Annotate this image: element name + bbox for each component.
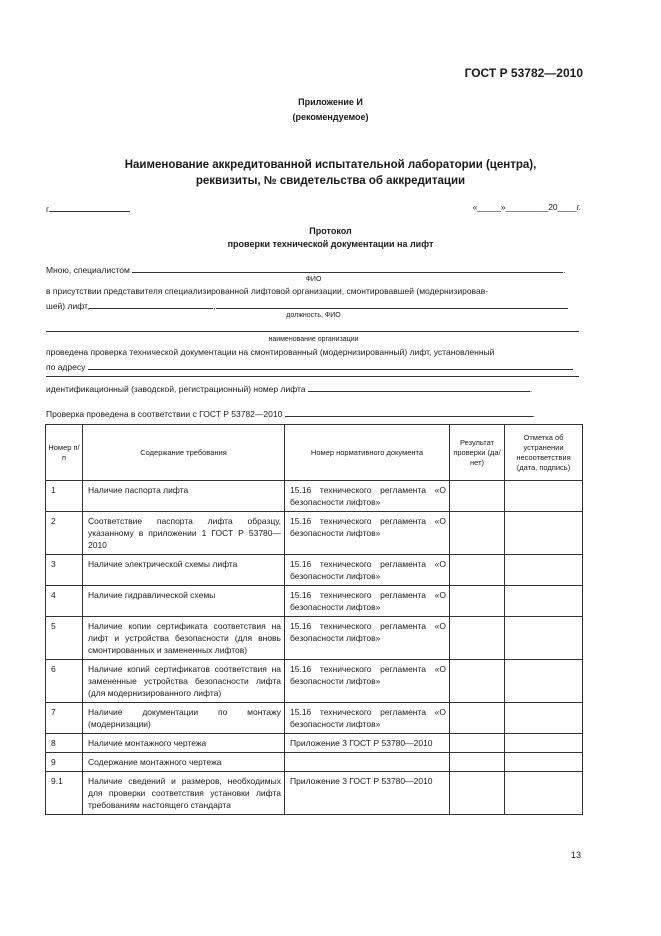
table-row [46, 512, 583, 555]
table-row [46, 734, 583, 753]
row-result-cell [450, 660, 505, 703]
date-field: «_____»_________20____г. [472, 202, 581, 212]
lab-heading-line2: реквизиты, № свидетельства об аккредитации [195, 175, 466, 187]
row-remedy-cell [505, 734, 583, 753]
lift-label: шей) лифт, [46, 301, 90, 311]
row-document: 15.16 технического регламента «О безопасности лифтов» [285, 660, 450, 703]
standard-code: ГОСТ Р 53782—2010 [464, 66, 583, 80]
row-document: 15.16 технического регламента «О безопасности лифтов» [285, 617, 450, 660]
row-requirement: Наличие электрической схемы лифта [83, 555, 285, 586]
row-result-cell [450, 555, 505, 586]
id-number-fill-line [308, 382, 530, 392]
row-num: 5 [46, 617, 83, 660]
protocol-title: Протокол [309, 226, 352, 236]
row-document: 15.16 технического регламента «О безопасности лифтов» [285, 512, 450, 555]
header-remedy: Отметка об устранении несоответствия (дата, подпись) [505, 425, 583, 481]
address-label: по адресу [46, 362, 86, 372]
header-num: Номер п/п [46, 425, 83, 481]
row-result-cell [450, 586, 505, 617]
lab-heading [0, 157, 661, 189]
row-result-cell [450, 481, 505, 512]
specialist-fill-line [132, 263, 563, 273]
table-row [46, 772, 583, 815]
row-requirement: Наличие копии сертификата соответствия на лифт и устройства безопасности (для вновь смонтированных и замененных лифтов) [83, 617, 285, 660]
row-num: 7 [46, 703, 83, 734]
row-remedy-cell [505, 586, 583, 617]
table-header-row [46, 425, 583, 481]
city-fill-line [50, 202, 130, 212]
row-requirement: Наличие копий сертификатов соответствия на замененные устройства безопасности лифта (для модернизированного лифта) [83, 660, 285, 703]
row-requirement: Наличие документации по монтажу (модернизации) [83, 703, 285, 734]
row-result-cell [450, 703, 505, 734]
row-document: Приложение 3 ГОСТ Р 53780—2010 [285, 734, 450, 753]
row-remedy-cell [505, 481, 583, 512]
row-num: 3 [46, 555, 83, 586]
row-result-cell [450, 617, 505, 660]
header-document: Номер нормативного документа [285, 425, 450, 481]
inspection-line: проведена проверка технической документации на смонтированный (модернизированный) лифт, установленный [46, 347, 495, 357]
row-num: 4 [46, 586, 83, 617]
row-num: 8 [46, 734, 83, 753]
fio-caption: ФИО [305, 276, 322, 283]
id-number-label: идентификационный (заводской, регистрационный) номер лифта [46, 384, 306, 394]
row-result-cell [450, 734, 505, 753]
protocol-subtitle: проверки технической документации на лифт [227, 239, 434, 249]
row-requirement: Наличие паспорта лифта [83, 481, 285, 512]
table-row [46, 555, 583, 586]
specialist-label: Мною, специалистом [46, 265, 130, 275]
lab-heading-line1: Наименование аккредитованной испытательной лаборатории (центра), [124, 159, 537, 171]
row-requirement: Соответствие паспорта лифта образцу, указанному в приложении 1 ГОСТ Р 53780—2010 [83, 512, 285, 555]
row-num: 9.1 [46, 772, 83, 815]
conducted-label: Проверка проведена в соответствии с ГОСТ Р 53782—2010 [46, 409, 283, 419]
row-document: 15.16 технического регламента «О безопасности лифтов» [285, 555, 450, 586]
requirements-table [45, 424, 583, 815]
row-result-cell [450, 512, 505, 555]
header-requirement: Содержание требования [83, 425, 285, 481]
appendix-status: (рекомендуемое) [292, 112, 369, 122]
row-remedy-cell [505, 660, 583, 703]
row-document: 15.16 технического регламента «О безопасности лифтов» [285, 586, 450, 617]
lift-fill-line-1 [89, 299, 213, 309]
position-caption: должность, ФИО [286, 312, 341, 319]
city-field [46, 202, 130, 214]
row-result-cell [450, 753, 505, 772]
row-remedy-cell [505, 617, 583, 660]
row-requirement: Наличие сведений и размеров, необходимых для проверки соответствия установки лифта требованиям настоящего стандарта [83, 772, 285, 815]
row-num: 6 [46, 660, 83, 703]
conducted-fill-line [285, 407, 533, 417]
lift-line: шей) лифт, , [46, 299, 568, 311]
city-label: г. [46, 204, 51, 214]
appendix-title: Приложение И [298, 97, 363, 107]
table-row [46, 753, 583, 772]
table-row [46, 703, 583, 734]
row-document: 15.16 технического регламента «О безопасности лифтов» [285, 481, 450, 512]
row-remedy-cell [505, 512, 583, 555]
specialist-line: Мною, специалистом . [46, 265, 566, 275]
protocol-heading [0, 225, 661, 251]
row-remedy-cell [505, 555, 583, 586]
row-document: Приложение 3 ГОСТ Р 53780—2010 [285, 772, 450, 815]
row-num: 9 [46, 753, 83, 772]
lift-fill-line-2 [216, 299, 568, 309]
presence-line: в присутствии представителя специализированной лифтовой организации, смонтировавшей (модернизировав- [46, 286, 489, 296]
table-row [46, 660, 583, 703]
page-number: 13 [570, 850, 581, 860]
address-fill-line-2 [46, 368, 579, 377]
row-requirement: Наличие монтажного чертежа [83, 734, 285, 753]
table-row [46, 586, 583, 617]
table-row [46, 481, 583, 512]
row-document: 15.16 технического регламента «О безопасности лифтов» [285, 703, 450, 734]
organization-caption: наименование организации [268, 336, 359, 343]
row-remedy-cell [505, 753, 583, 772]
row-document [285, 753, 450, 772]
row-requirement: Содержание монтажного чертежа [83, 753, 285, 772]
id-number-line: идентификационный (заводской, регистрационный) номер лифта . [46, 384, 533, 394]
row-num: 2 [46, 512, 83, 555]
appendix-heading [0, 95, 661, 125]
row-remedy-cell [505, 772, 583, 815]
header-result: Результат проверки (да/нет) [450, 425, 505, 481]
conducted-line: Проверка проведена в соответствии с ГОСТ Р 53782—2010 . [46, 409, 536, 419]
row-requirement: Наличие гидравлической схемы [83, 586, 285, 617]
row-result-cell [450, 772, 505, 815]
row-num: 1 [46, 481, 83, 512]
row-remedy-cell [505, 703, 583, 734]
organization-fill-line [46, 323, 579, 332]
table-row [46, 617, 583, 660]
